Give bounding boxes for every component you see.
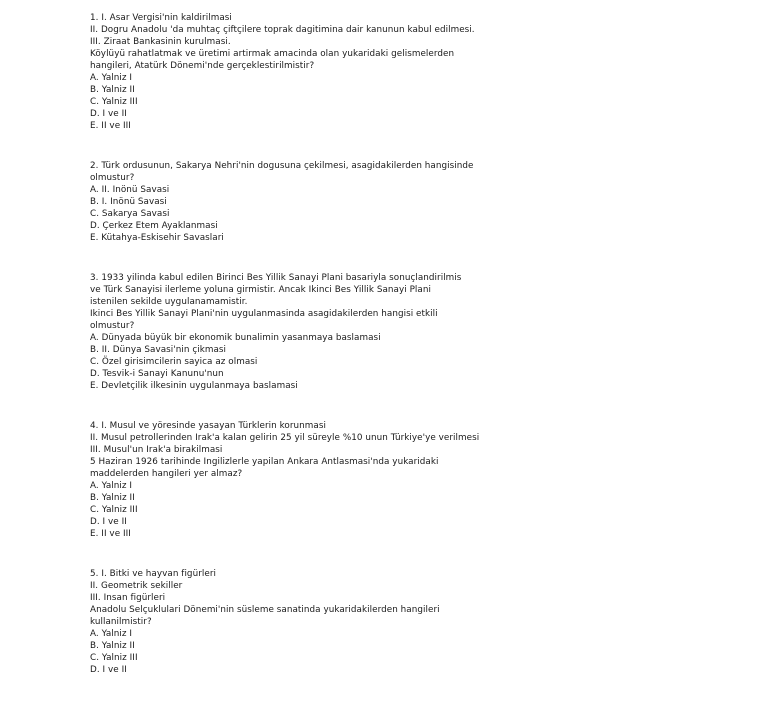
- answer-option-a: A. Yalniz I: [90, 481, 133, 491]
- question-text-line: II. Musul petrollerinden Irak'a kalan gelirin 25 yil süreyle %10 unun Türkiye'ye verilmesi: [90, 433, 480, 443]
- answer-option-a: A. Yalniz I: [90, 629, 133, 639]
- question-text-line: III. Insan figürleri: [90, 593, 166, 603]
- answer-option-e: E. II ve III: [90, 529, 131, 539]
- answer-option-d: D. I ve II: [90, 109, 127, 119]
- question-text-line: III. Ziraat Bankasinin kurulmasi.: [90, 37, 231, 47]
- answer-option-d: D. Çerkez Etem Ayaklanmasi: [90, 221, 218, 231]
- question-text-line: maddelerden hangileri yer almaz?: [90, 469, 243, 479]
- answer-option-c: C. Özel girisimcilerin sayica az olmasi: [90, 357, 258, 367]
- answer-option-a: A. Yalniz I: [90, 73, 133, 83]
- question-5: [90, 568, 520, 676]
- answer-option-b: B. Yalniz II: [90, 85, 135, 95]
- question-text-line: olmustur?: [90, 321, 135, 331]
- question-text-line: 1. I. Asar Vergisi'nin kaldirilmasi: [90, 13, 232, 23]
- answer-option-e: E. II ve III: [90, 121, 131, 131]
- question-text-line: olmustur?: [90, 173, 135, 183]
- answer-option-e: E. Devletçilik ilkesinin uygulanmaya baslamasi: [90, 381, 298, 391]
- question-text-line: II. Dogru Anadolu 'da muhtaç çiftçilere toprak dagitimina dair kanunun kabul edilmesi.: [90, 25, 475, 35]
- answer-option-c: C. Sakarya Savasi: [90, 209, 170, 219]
- question-4: [90, 420, 520, 540]
- answer-option-d: D. Tesvik-i Sanayi Kanunu'nun: [90, 369, 224, 379]
- question-text-line: II. Geometrik sekiller: [90, 581, 183, 591]
- question-text-line: 5. I. Bitki ve hayvan figürleri: [90, 569, 216, 579]
- question-document: [90, 12, 520, 704]
- question-text-line: Ikinci Bes Yillik Sanayi Plani'nin uygulanmasinda asagidakilerden hangisi etkili: [90, 309, 438, 319]
- question-1: [90, 12, 520, 132]
- answer-option-b: B. I. Inönü Savasi: [90, 197, 167, 207]
- answer-option-e: E. Kütahya-Eskisehir Savaslari: [90, 233, 224, 243]
- answer-option-b: B. II. Dünya Savasi'nin çikmasi: [90, 345, 227, 355]
- answer-option-b: B. Yalniz II: [90, 493, 135, 503]
- question-text-line: hangileri, Atatürk Dönemi'nde gerçeklestirilmistir?: [90, 61, 315, 71]
- question-3: [90, 272, 520, 392]
- question-text-line: 2. Türk ordusunun, Sakarya Nehri'nin dogusuna çekilmesi, asagidakilerden hangisinde: [90, 161, 474, 171]
- answer-option-c: C. Yalniz III: [90, 653, 138, 663]
- answer-option-a: A. II. Inönü Savasi: [90, 185, 170, 195]
- question-text-line: 4. I. Musul ve yöresinde yasayan Türklerin korunmasi: [90, 421, 326, 431]
- answer-option-b: B. Yalniz II: [90, 641, 135, 651]
- question-text-line: Anadolu Selçuklulari Dönemi'nin süsleme sanatinda yukaridakilerden hangileri: [90, 605, 440, 615]
- answer-option-c: C. Yalniz III: [90, 505, 138, 515]
- answer-option-d: D. I ve II: [90, 517, 127, 527]
- question-text-line: 5 Haziran 1926 tarihinde Ingilizlerle yapilan Ankara Antlasmasi'nda yukaridaki: [90, 457, 439, 467]
- answer-option-d: D. I ve II: [90, 665, 127, 675]
- question-text-line: kullanilmistir?: [90, 617, 152, 627]
- question-text-line: 3. 1933 yilinda kabul edilen Birinci Bes Yillik Sanayi Plani basariyla sonuçlandirilmis: [90, 273, 462, 283]
- question-text-line: istenilen sekilde uygulanamamistir.: [90, 297, 248, 307]
- question-2: [90, 160, 520, 244]
- question-text-line: ve Türk Sanayisi ilerleme yoluna girmistir. Ancak Ikinci Bes Yillik Sanayi Plani: [90, 285, 431, 295]
- answer-option-a: A. Dünyada büyük bir ekonomik bunalimin yasanmaya baslamasi: [90, 333, 381, 343]
- question-text-line: III. Musul'un Irak'a birakilmasi: [90, 445, 223, 455]
- question-text-line: Köylüyü rahatlatmak ve üretimi artirmak amacinda olan yukaridaki gelismelerden: [90, 49, 455, 59]
- answer-option-c: C. Yalniz III: [90, 97, 138, 107]
